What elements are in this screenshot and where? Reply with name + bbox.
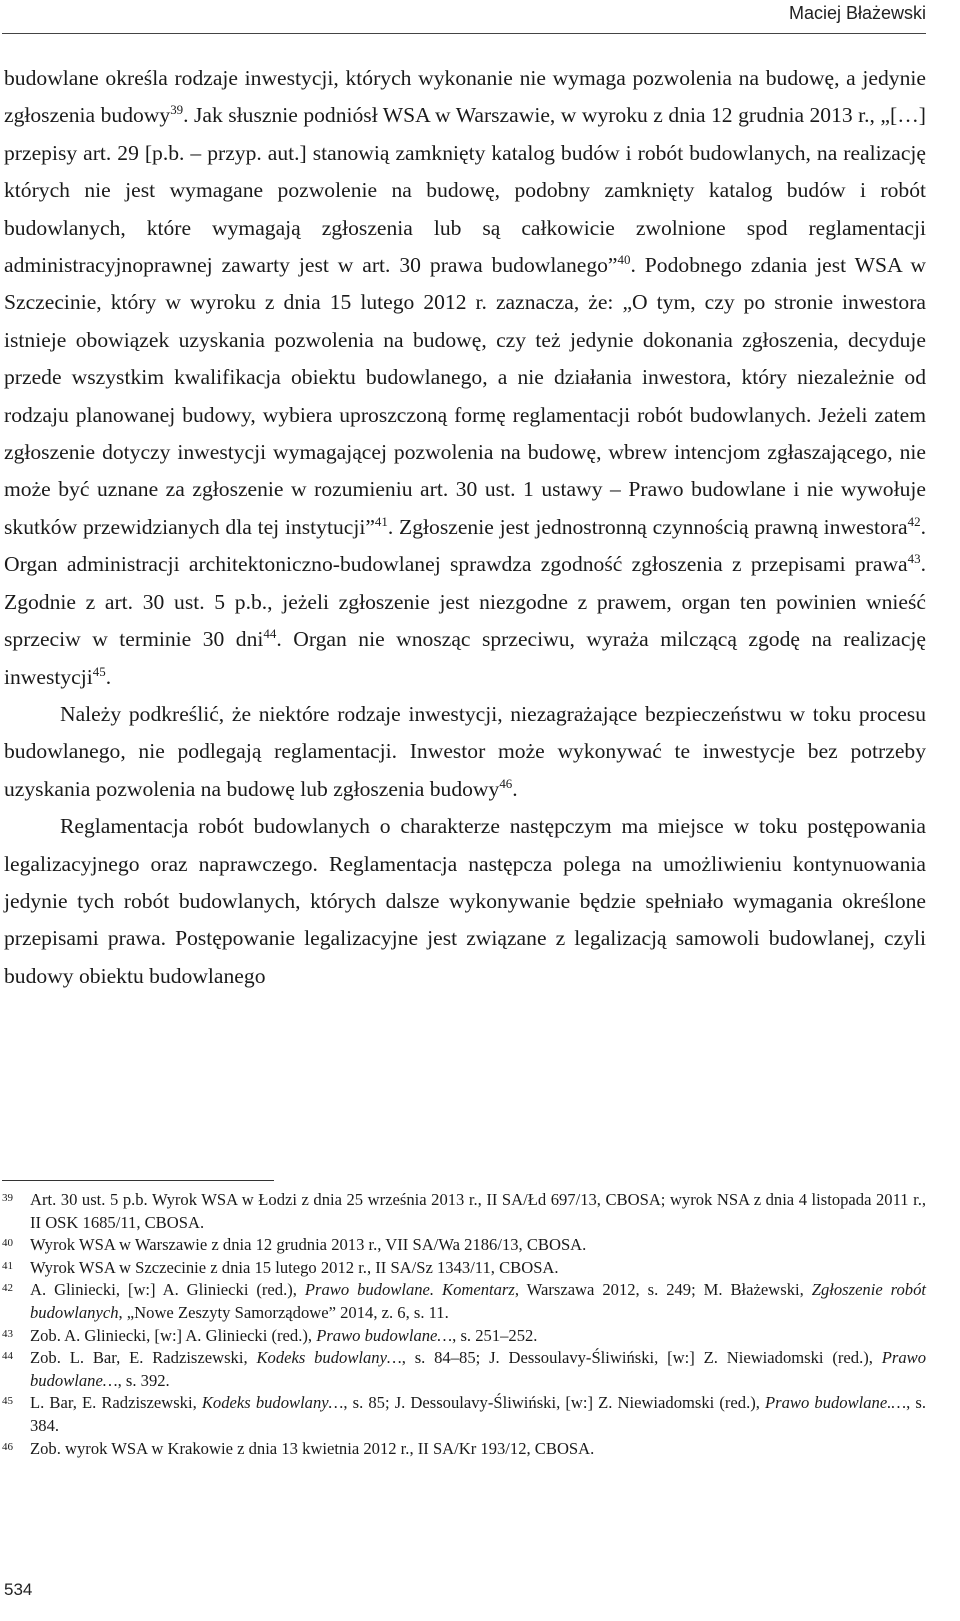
footnote-number: 39 [2,1192,13,1204]
italic-title: Prawo budowlane. Komentarz [304,1280,515,1300]
header-rule [2,33,926,34]
footnote-item [2,1347,926,1392]
footnote-text: Zob. L. Bar, E. Radziszewski, Kodeks budowlany…, s. 84–85; J. Dessoulavy-Śliwiński, [w:] Z. Niewiadomski (red.), Prawo budowlane…, s. 392. [30,1348,926,1390]
footnote-ref: 42 [907,513,921,529]
footnote-text: Wyrok WSA w Szczecinie z dnia 15 lutego 2012 r., II SA/Sz 1343/11, CBOSA. [30,1257,559,1277]
footnote-item [2,1325,926,1348]
footnote-text: L. Bar, E. Radziszewski, Kodeks budowlany…, s. 85; J. Dessoulavy-Śliwiński, [w:] Z. Niewiadomski (red.), Prawo budowlane.…, s. 384. [30,1393,927,1435]
footnote-number: 42 [2,1282,13,1295]
italic-title: Kodeks budowlany… [256,1348,402,1368]
page-number: 534 [4,1580,33,1599]
footnote-ref: 40 [617,251,631,267]
footnote-text: A. Gliniecki, [w:] A. Gliniecki (red.), Prawo budowlane. Komentarz, Warszawa 2012, s. 249; M. Błażewski, Zgłoszenie robót budowlanych, „Nowe Zeszyty Samorządowe” 2014, z. 6, s. 11. [30,1280,926,1322]
footnotes [2,1189,926,1460]
footnote-number: 44 [2,1350,13,1363]
running-header: Maciej Błażewski [788,3,926,23]
footnote-ref: 46 [499,775,513,791]
footnote-number: 45 [2,1395,13,1408]
footnote-number: 41 [2,1259,13,1272]
paragraph-2: Należy podkreślić, że niektóre rodzaje inwestycji, niezagrażające bezpieczeństwu w toku procesu budowlanego, nie podlegają reglamentacji. Inwestor może wykonywać te inwestycje bez potrzeby uzyskania pozwolenia na budowę lub zgłoszenia budowy$^{46}$. [4,701,926,801]
italic-title: Prawo budowlane.… [765,1393,907,1413]
italic-title: Prawo budowlane… [316,1325,453,1345]
footnote-ref: 39 [170,102,184,118]
footnote-text: Zob. A. Gliniecki, [w:] A. Gliniecki (red.), Prawo budowlane…, s. 251–252. [30,1325,538,1345]
main-text [4,60,926,995]
footnote-ref: 44 [263,625,277,641]
footnote-item [2,1257,926,1280]
footnote-text: Wyrok WSA w Warszawie z dnia 12 grudnia 2013 r., VII SA/Wa 2186/13, CBOSA. [30,1235,587,1255]
footnote-ref: 41 [374,513,388,529]
footnote-text: Zob. wyrok WSA w Krakowie z dnia 13 kwietnia 2012 r., II SA/Kr 193/12, CBOSA. [30,1438,595,1458]
footnote-item [2,1279,926,1324]
footnote-text: Art. 30 ust. 5 p.b. Wyrok WSA w Łodzi z dnia 25 września 2013 r., II SA/Łd 697/13, CBOSA; wyrok NSA z dnia 4 listopada 2011 r., II OSK 1685/11, CBOSA. [30,1190,926,1232]
footnote-ref: 45 [92,663,106,679]
footnote-number: 43 [2,1327,13,1340]
footnote-item [2,1189,926,1234]
footnote-item [2,1392,926,1437]
footnote-rule [2,1180,274,1181]
italic-title: Zgłoszenie robót budowlanych [30,1280,926,1322]
italic-title: Kodeks budowlany… [201,1393,344,1413]
footnote-ref: 43 [907,551,921,567]
footnote-number: 46 [2,1440,13,1453]
paragraph-3: Reglamentacja robót budowlanych o charakterze następczym ma miejsce w toku postępowania legalizacyjnego oraz naprawczego. Reglamentacja następcza polega na umożliwieniu kontynuowania jedynie tych robót budowlanych, których dalsze wykonywanie będzie spełniało wymagania określone przepisami prawa. Postępowanie legalizacyjne jest związane z legalizacją samowoli budowlanej, czyli budowy obiektu budowlanego [4,814,926,988]
footnote-item [2,1438,926,1461]
footnote-number: 40 [2,1237,13,1250]
footnote-item [2,1234,926,1257]
paragraph-1: budowlane określa rodzaje inwestycji, których wykonanie nie wymaga pozwolenia na budowę, a jedynie zgłoszenia budowy$^{39}$. Jak słusznie podniósł WSA w Warszawie, w wyroku z dnia 12 grudnia 2013 r., „[…] przepisy art. 29 [p.b. – przyp. aut.] stanowią zamknięty katalog budów i robót budowlanych, na realizację których nie jest wymagane pozwolenie na budowę, podobny zamknięty katalog budów i robót budowlanych, które wymagają zgłoszenia lub są całkowicie zwolnione spod reglamentacji administracyjnoprawnej zawarty jest w art. 30 prawa budowlanego”$^{40}$. Podobnego zdania jest WSA w Szczecinie, który w wyroku z dnia 15 lutego 2012 r. zaznacza, że: „O tym, czy po stronie inwestora istnieje obowiązek uzyskania pozwolenia na budowę, czy też jedynie dokonania zgłoszenia, decyduje przede wszystkim kwalifikacja obiektu budowlanego, a nie działania inwestora, który niezależnie od rodzaju planowanej budowy, wybiera uproszczoną formę reglamentacji robót budowlanych. Jeżeli zatem zgłoszenie dotyczy inwestycji wymagającej pozwolenia na budowę, wbrew intencjom zgłaszającego, nie może być uznane za zgłoszenie w rozumieniu art. 30 ust. 1 ustawy – Prawo budowlane i nie wywołuje skutków przewidzianych dla tej instytucji”$^{41}$. Zgłoszenie jest jednostronną czynnością prawną inwestora$^{42}$. Organ administracji architektoniczno-budowlanej sprawdza zgodność zgłoszenia z przepisami prawa$^{43}$. Zgodnie z art. 30 ust. 5 p.b., jeżeli zgłoszenie jest niezgodne z prawem, organ ten powinien wnieść sprzeciw w terminie 30 dni$^{44}$. Organ nie wnosząc sprzeciwu, wyraża milczącą zgodę na realizację inwestycji$^{45}$. [4,66,926,689]
italic-title: Prawo budowlane… [30,1348,926,1390]
